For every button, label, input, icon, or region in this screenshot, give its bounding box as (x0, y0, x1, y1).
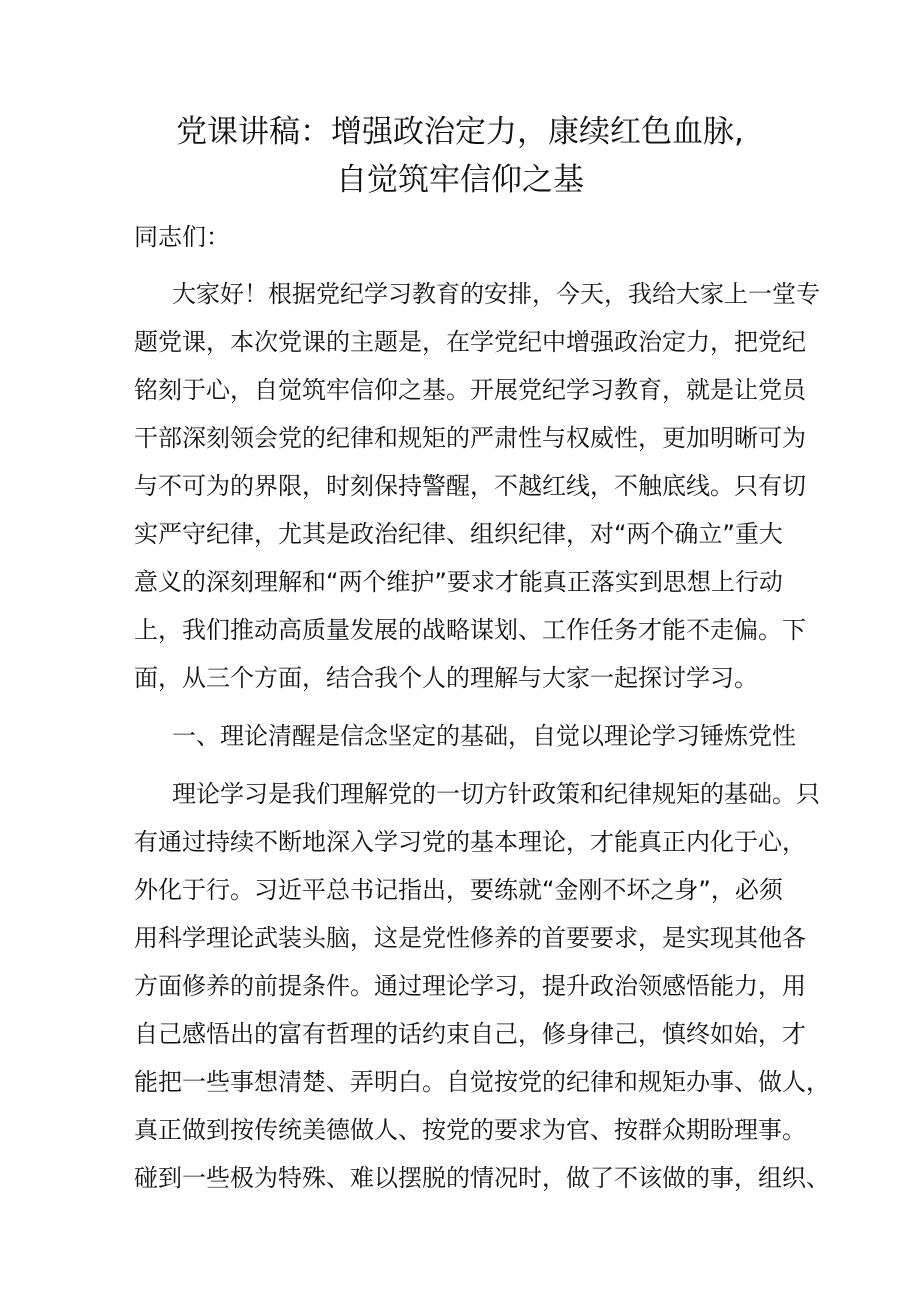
body-line: 方面修养的前提条件。通过理论学习，提升政治领感悟能力，用 (134, 972, 806, 1000)
body-line: 能把一些事想清楚、弄明白。自觉按党的纪律和规矩办事、做人， (134, 1068, 830, 1096)
body-line: 理论学习是我们理解党的一切方针政策和纪律规矩的基础。只 (172, 780, 820, 808)
body-line: 真正做到按传统美德做人、按党的要求为官、按群众期盼理事。 (134, 1116, 806, 1144)
body-line: 题党课，本次党课的主题是，在学党纪中增强政治定力，把党纪 (134, 328, 806, 356)
body-line: 碰到一些极为特殊、难以摆脱的情况时，做了不该做的事，组织、 (134, 1164, 830, 1192)
body-line: 大家好！根据党纪学习教育的安排，今天，我给大家上一堂专 (172, 280, 820, 308)
document-title-line-2: 自觉筑牢信仰之基 (336, 162, 584, 198)
body-line: 与不可为的界限，时刻保持警醒，不越红线，不触底线。只有切 (134, 472, 806, 500)
body-line: 面，从三个方面，结合我个人的理解与大家一起探讨学习。 (134, 664, 758, 692)
section-heading: 一、理论清醒是信念坚定的基础，自觉以理论学习锤炼党性 (172, 722, 796, 750)
body-line: 有通过持续不断地深入学习党的基本理论，才能真正内化于心， (134, 828, 806, 856)
body-line: 铭刻于心，自觉筑牢信仰之基。开展党纪学习教育，就是让党员 (134, 376, 806, 404)
body-line: 上，我们推动高质量发展的战略谋划、工作任务才能不走偏。下 (134, 616, 806, 644)
body-line: 自己感悟出的富有哲理的话约束自己，修身律己，慎终如始，才 (134, 1020, 806, 1048)
body-line: 实严守纪律，尤其是政治纪律、组织纪律，对“两个确立”重大 (134, 520, 783, 548)
body-line: 意义的深刻理解和“两个维护”要求才能真正落实到思想上行动 (134, 568, 783, 596)
body-line: 用科学理论武装头脑，这是党性修养的首要要求，是实现其他各 (134, 924, 806, 952)
body-line: 干部深刻领会党的纪律和规矩的严肃性与权威性，更加明晰可为 (134, 424, 806, 452)
body-line: 外化于行。习近平总书记指出，要练就“金刚不坏之身”，必须 (134, 876, 783, 904)
document-title-line-1: 党课讲稿：增强政治定力，康续红色血脉, (176, 114, 744, 150)
salutation: 同志们： (134, 223, 230, 251)
